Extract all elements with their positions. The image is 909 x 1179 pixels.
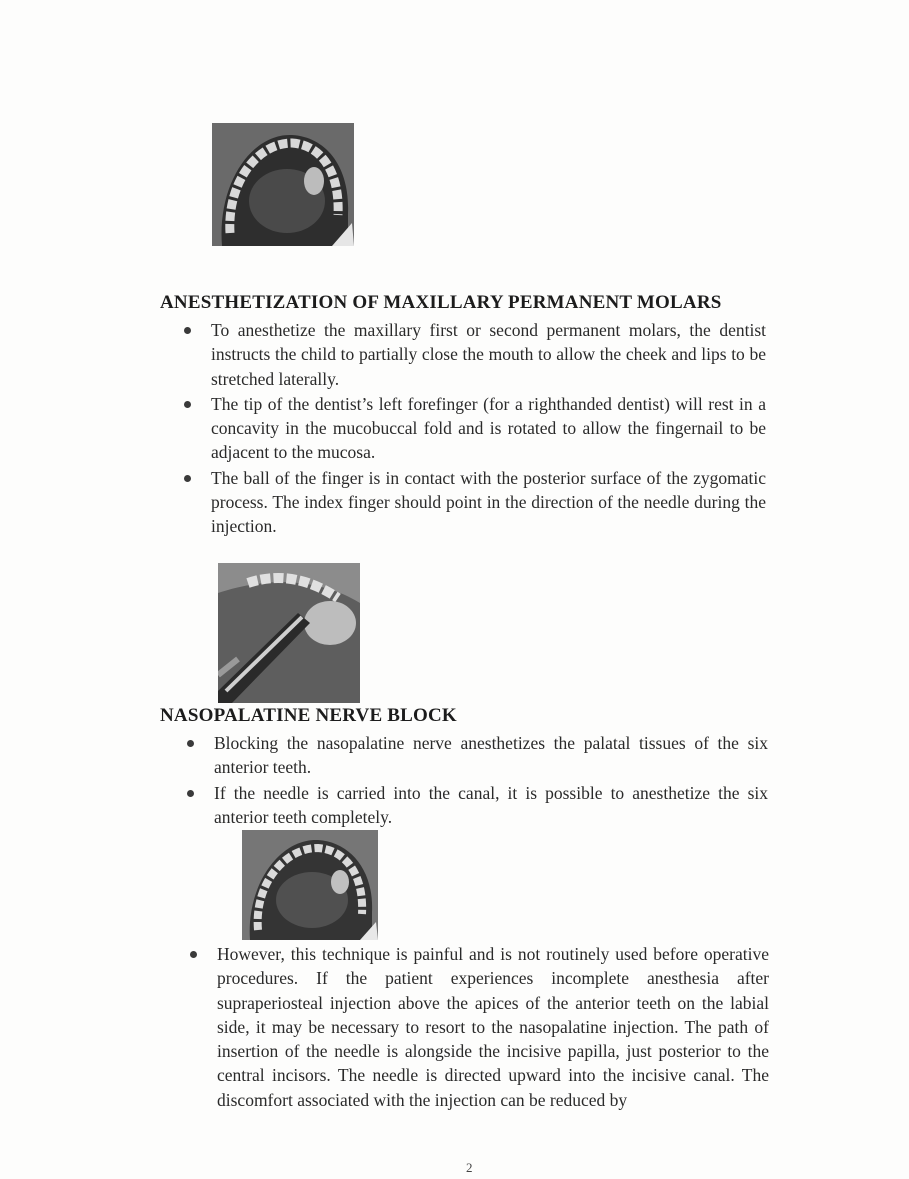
page-number: 2 (466, 1160, 473, 1175)
bullet-text: If the needle is carried into the canal, it is possible to anesthetize the six anterior teeth completely. (214, 782, 768, 827)
bullet-icon (187, 740, 194, 747)
bullet-icon (184, 327, 191, 334)
section-heading-maxillary-molars: ANESTHETIZATION OF MAXILLARY PERMANENT MOLARS (160, 292, 722, 313)
bullet-list-maxillary-molars (211, 318, 766, 539)
section-heading-nasopalatine: NASOPALATINE NERVE BLOCK (160, 705, 457, 726)
photo-injection-syringe (218, 563, 360, 703)
bullet-icon (187, 790, 194, 797)
bullet-text: Blocking the nasopalatine nerve anesthetizes the palatal tissues of the six anterior teeth. (214, 733, 768, 778)
photo-maxillary-arch-2 (242, 830, 378, 940)
list-item (211, 318, 766, 391)
bullet-text: The tip of the dentist’s left forefinger (for a righthanded dentist) will rest in a concavity in the mucobuccal fold and is rotated to allow the fingernail to be adjacent to the mucosa. (211, 393, 766, 463)
bullet-text: However, this technique is painful and is not routinely used before operative procedures. If the patient experiences incomplete anesthesia after supraperiosteal injection above the apices of the anterior teeth on the labial side, it may be necessary to resort to the nasopalatine injection. The path of insertion of the needle is alongside the incisive papilla, just posterior to the central incisors. The needle is directed upward into the incisive canal. The discomfort associated with the injection can be reduced by (217, 944, 769, 1110)
bullet-text: The ball of the finger is in contact with the posterior surface of the zygomatic process. The index finger should point in the direction of the needle during the injection. (211, 467, 766, 537)
list-item (211, 466, 766, 539)
bullet-icon (184, 401, 191, 408)
bullet-text: To anesthetize the maxillary first or second permanent molars, the dentist instructs the child to partially close the mouth to allow the cheek and lips to be stretched laterally. (211, 320, 766, 389)
list-item (214, 781, 768, 830)
bullet-list-nasopalatine-continued (217, 942, 769, 1112)
list-item (211, 392, 766, 465)
list-item (214, 731, 768, 780)
list-item (217, 942, 769, 1112)
bullet-list-nasopalatine (214, 731, 768, 829)
photo-maxillary-arch-1 (212, 123, 354, 246)
bullet-icon (184, 475, 191, 482)
bullet-icon (190, 951, 197, 958)
